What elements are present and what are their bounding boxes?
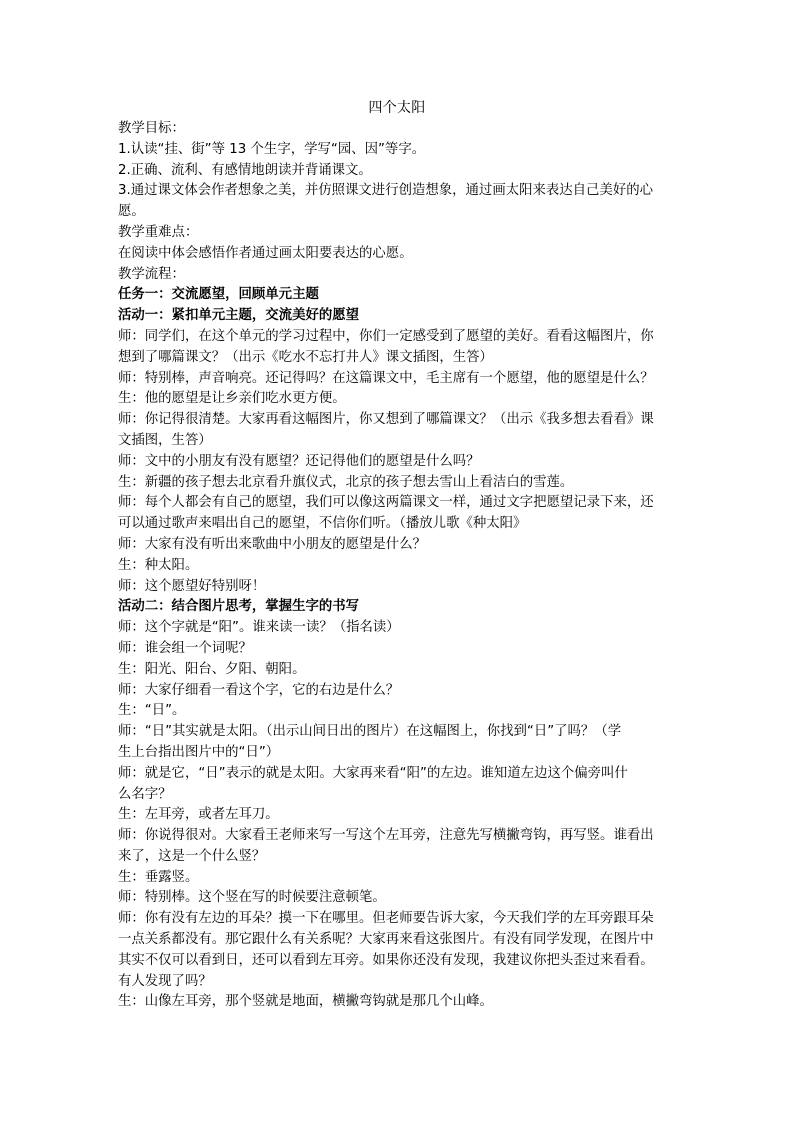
text-line: 1.认读“挂、街”等 13 个生字，学写“园、因”等字。 — [118, 141, 426, 157]
text-line: 师：每个人都会有自己的愿望，我们可以像这两篇课文一样，通过文字把愿望记录下来，还 — [118, 495, 654, 511]
text-line: 教学目标： — [118, 121, 185, 136]
section-heading-line: 活动二：结合图片思考，掌握生字的书写 — [118, 599, 360, 615]
text-line: 师：“日”其实就是太阳。（出示山间日出的图片）在这幅图上，你找到“日”了吗？（学 — [118, 724, 622, 740]
text-line: 师：你记得很清楚。大家再看这幅图片，你又想到了哪篇课文？（出示《我多想去看看》课 — [118, 412, 654, 428]
text-line: 师：这个愿望好特别呀！ — [118, 578, 266, 594]
text-line: 生：新疆的孩子想去北京看升旗仪式，北京的孩子想去雪山上看洁白的雪莲。 — [118, 474, 574, 490]
text-line: 生上台指出图片中的“日”） — [118, 744, 280, 760]
text-line: 生：“日”。 — [118, 703, 186, 719]
text-line: 有人发现了吗？ — [118, 973, 212, 989]
text-line: 教学流程： — [118, 266, 185, 282]
text-line: 师：大家有没有听出来歌曲中小朋友的愿望是什么？ — [118, 536, 426, 552]
text-line: 想到了哪篇课文？（出示《吃水不忘打井人》课文插图，生答） — [118, 349, 493, 365]
text-line: 其实不仅可以看到日，还可以看到左耳旁。如果你还没有发现，我建议你把头歪过来看看。 — [118, 952, 654, 968]
text-line: 生：他的愿望是让乡亲们吃水更方便。 — [118, 391, 346, 407]
text-line: 师：同学们，在这个单元的学习过程中，你们一定感受到了愿望的美好。看看这幅图片，你 — [118, 328, 654, 344]
text-line: 生：山像左耳旁，那个竖就是地面，横撇弯钩就是那几个山峰。 — [118, 994, 493, 1010]
text-line: 师：谁会组一个词呢？ — [118, 640, 252, 656]
text-line: 生：垂露竖。 — [118, 869, 199, 885]
text-line: 生：左耳旁，或者左耳刀。 — [118, 807, 279, 823]
text-line: 师：文中的小朋友有没有愿望？还记得他们的愿望是什么吗？ — [118, 453, 480, 469]
section-heading-line: 任务一：交流愿望，回顾单元主题 — [118, 287, 319, 303]
document-body — [118, 119, 696, 1013]
section-heading-line: 活动一：紧扣单元主题，交流美好的愿望 — [118, 308, 360, 324]
text-line: 师：你说得很对。大家看王老师来写一写这个左耳旁，注意先写横撇弯钩，再写竖。谁看出 — [118, 828, 654, 844]
text-line: 3.通过课文体会作者想象之美，并仿照课文进行创造想象，通过画太阳来表达自己美好的心 — [118, 183, 654, 199]
document-title: 四个太阳 — [368, 100, 426, 116]
text-line: 文插图，生答） — [118, 432, 212, 448]
text-line: 师：大家仔细看一看这个字，它的右边是什么？ — [118, 682, 400, 698]
text-line: 师：特别棒，声音响亮。还记得吗？在这篇课文中，毛主席有一个愿望，他的愿望是什么？ — [118, 370, 654, 386]
text-line: 么名字？ — [118, 786, 172, 802]
text-line: 师：就是它，“日”表示的就是太阳。大家再来看“阳”的左边。谁知道左边这个偏旁叫什 — [118, 765, 628, 781]
text-line: 来了，这是一个什么竖？ — [118, 848, 266, 864]
text-line: 生：种太阳。 — [118, 557, 199, 573]
text-line: 愿。 — [118, 204, 145, 220]
text-line: 师：这个字就是“阳”。谁来读一读？（指名读） — [118, 620, 400, 636]
text-line: 生：阳光、阳台、夕阳、朝阳。 — [118, 661, 306, 677]
text-line: 师：特别棒。这个竖在写的时候要注意顿笔。 — [118, 890, 386, 906]
text-line: 一点关系都没有。那它跟什么有关系呢？大家再来看这张图片。有没有同学发现，在图片中 — [118, 932, 654, 948]
text-line: 可以通过歌声来唱出自己的愿望，不信你们听。（播放儿歌《种太阳》 — [118, 516, 527, 532]
text-line: 教学重难点： — [118, 224, 199, 240]
text-line: 在阅读中体会感悟作者通过画太阳要表达的心愿。 — [118, 245, 413, 261]
text-line: 师：你有没有左边的耳朵？摸一下在哪里。但老师要告诉大家，今天我们学的左耳旁跟耳朵 — [118, 911, 654, 927]
text-line: 2.正确、流利、有感情地朗读并背诵课文。 — [118, 162, 372, 178]
